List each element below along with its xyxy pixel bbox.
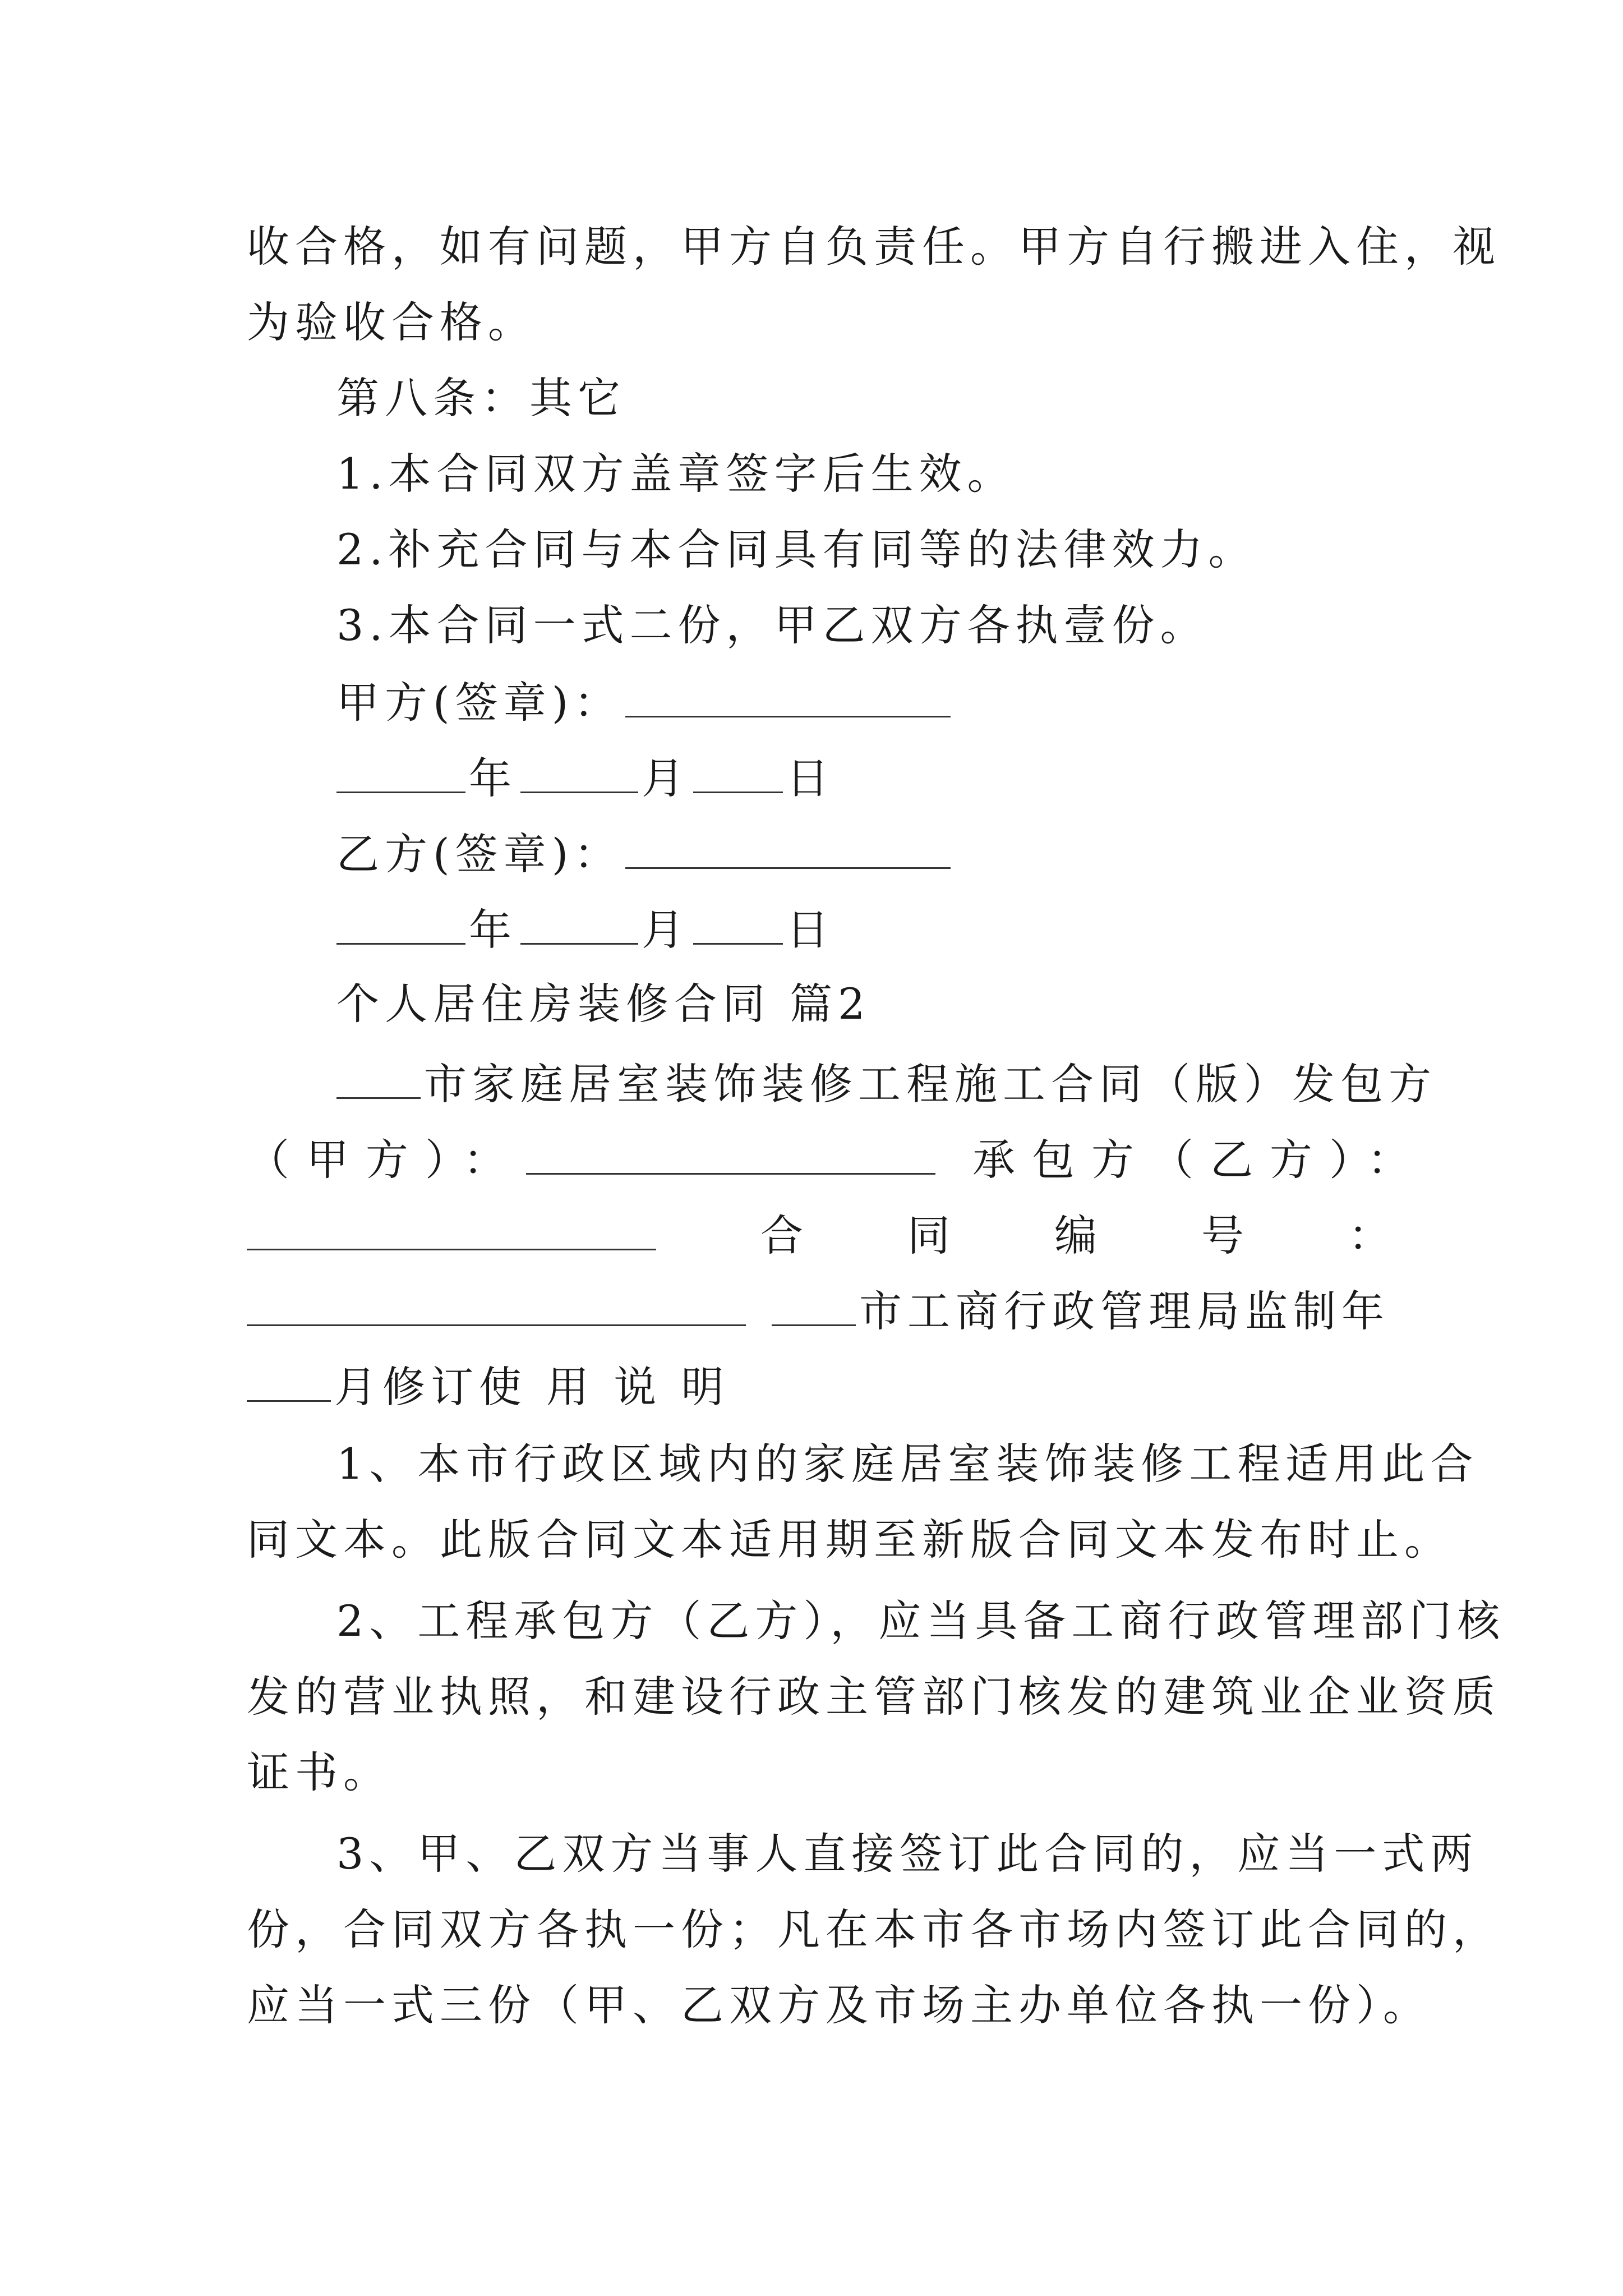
year-label: 年: [469, 905, 517, 955]
contract-number-line: [247, 1206, 1391, 1262]
day-field[interactable]: [693, 900, 783, 945]
party-b-signature-field[interactable]: [625, 825, 951, 869]
year-field[interactable]: [336, 749, 465, 793]
paragraph-line: 收合格，如有问题，甲方自负责任。甲方自行搬进入住，视: [247, 222, 1501, 272]
city-field[interactable]: [336, 1055, 421, 1099]
instruction-line: 同文本。此版合同文本适用期至新版合同文本发布时止。: [247, 1515, 1453, 1565]
party-a-signature-line: [336, 673, 1391, 729]
contract-header-line: [336, 1055, 1437, 1111]
contract-number-char: ：: [1348, 1211, 1391, 1260]
party-a-signature-label: 甲方(签章)：: [336, 678, 623, 728]
month-field[interactable]: [520, 749, 638, 793]
section-title: 个人居住房装修合同 篇2: [336, 979, 871, 1029]
contract-number-field[interactable]: [247, 1282, 746, 1326]
day-field[interactable]: [693, 749, 783, 793]
supervision-line: [247, 1282, 1391, 1338]
party-a-field[interactable]: [526, 1130, 935, 1175]
year-field[interactable]: [336, 900, 465, 945]
party-a-date-line: [336, 749, 1391, 805]
month-label: 月: [642, 905, 690, 955]
party-b-signature-line: [336, 825, 1391, 881]
contract-title-text: 市家庭居室装饰装修工程施工合同（版）发包方: [424, 1059, 1437, 1109]
instruction-line: 1、本市行政区域内的家庭居室装饰装修工程适用此合: [336, 1439, 1479, 1489]
month-label: 月: [642, 753, 690, 803]
party-b-label: 承包方（乙方）：: [972, 1135, 1427, 1185]
parties-line: [247, 1130, 1427, 1186]
clause-item: 2.补充合同与本合同具有同等的法律效力。: [336, 524, 1257, 574]
instruction-line: 应当一式三份（甲、乙双方及市场主办单位各执一份）。: [247, 1980, 1431, 2030]
contract-number-char: 同: [907, 1211, 950, 1260]
contract-number-char: 合: [760, 1211, 803, 1260]
contract-number-char: 编: [1054, 1211, 1097, 1260]
year-label: 年: [469, 753, 517, 803]
city-field[interactable]: [772, 1282, 856, 1326]
supervision-text: 市工商行政管理局监制年: [859, 1286, 1390, 1336]
clause-item: 1.本合同双方盖章签字后生效。: [336, 449, 1016, 499]
party-b-field[interactable]: [247, 1206, 656, 1250]
day-label: 日: [786, 753, 834, 803]
instruction-line: 3、甲、乙双方当事人直接签订此合同的，应当一式两: [336, 1829, 1479, 1879]
paragraph-line: 为验收合格。: [247, 297, 536, 347]
clause-item: 3.本合同一式二份，甲乙双方各执壹份。: [336, 600, 1209, 650]
party-a-signature-field[interactable]: [625, 673, 951, 717]
contract-number-char: 号: [1201, 1211, 1244, 1260]
month-field[interactable]: [247, 1358, 331, 1402]
party-b-signature-label: 乙方(签章)：: [336, 829, 623, 879]
revision-text: 月修订使 用 说 明: [334, 1362, 730, 1412]
party-b-date-line: [336, 900, 1391, 956]
revision-line: [247, 1358, 1391, 1414]
instruction-line: 份，合同双方各执一份；凡在本市各市场内签订此合同的，: [247, 1904, 1501, 1954]
article-heading: 第八条：其它: [336, 373, 626, 423]
instruction-line: 发的营业执照，和建设行政主管部门核发的建筑业企业资质: [247, 1672, 1501, 1722]
instruction-line: 证书。: [247, 1747, 391, 1797]
day-label: 日: [786, 905, 834, 955]
month-field[interactable]: [520, 900, 638, 945]
party-a-label: （甲方）：: [247, 1135, 523, 1185]
instruction-line: 2、工程承包方（乙方），应当具备工商行政管理部门核: [336, 1596, 1506, 1646]
